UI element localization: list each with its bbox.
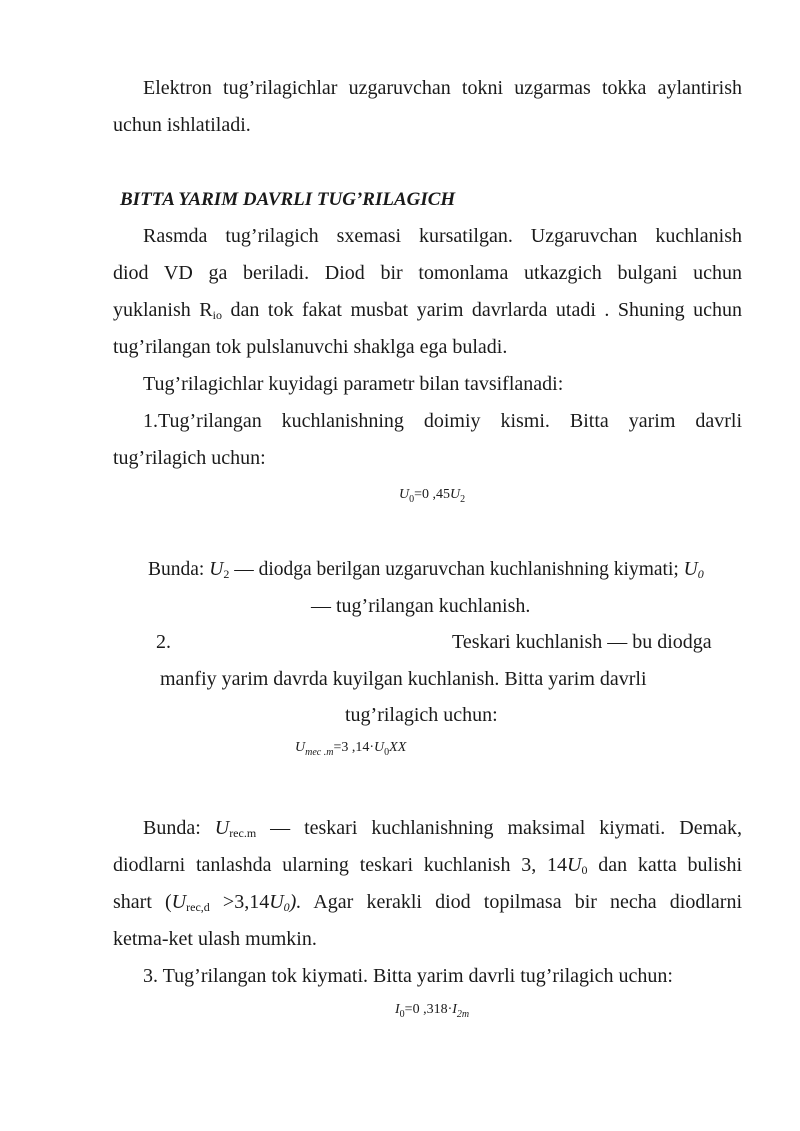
note1-line-2: — tug’rilangan kuchlanish. [311, 595, 531, 617]
item1-line-1: 1.Tug’rilangan kuchlanishning doimiy kismi. Bitta yarim davrli [143, 410, 742, 432]
note2-line-2: diodlarni tanlashda ularning teskari kuchlanish 3, $14U_0$ dan katta bulishi [113, 854, 742, 877]
item2-line-2: manfiy yarim davrda kuyilgan kuchlanish. Bitta yarim davrli [160, 668, 647, 690]
intro-line-2: uchun ishlatiladi. [113, 114, 251, 136]
item1-line-2: tug’rilagich uchun: [113, 447, 266, 469]
formula-u0: $U_0=0$ $,45U_2$ [399, 487, 466, 505]
item3-line-1: 3. Tug’rilangan tok kiymati. Bitta yarim davrli tug’rilagich uchun: [143, 965, 673, 987]
intro-line-1: Elektron tug’rilagichlar uzgaruvchan tokni uzgarmas tokka aylantirish [143, 77, 742, 99]
formula-i0: $I_0=0$ $,318\cdot I_{2m}$ [395, 1002, 470, 1020]
para2-line: Tug’rilagichlar kuyidagi parametr bilan tavsiflanadi: [143, 373, 564, 395]
note2-line-3: shart $(U_{rec,d} >3,14U_0)$. Agar kerakli diod topilmasa bir necha diodlarni [113, 891, 743, 914]
formula-urev: $U_{mec .m}=3$ $,14\cdot U_0XX$ [295, 740, 407, 758]
item2-number: 2. [156, 631, 171, 653]
para1-line-3: yuklanish $R_{io}$ dan tok fakat musbat yarim davrlarda utadi . Shuning uchun [113, 299, 742, 322]
item2-line-3: tug’rilagich uchun: [345, 704, 498, 726]
note2-line-4: ketma-ket ulash mumkin. [113, 928, 317, 950]
section-title: BITTA YARIM DAVRLI TUG’RILAGICH [120, 189, 456, 210]
para1-line-1: Rasmda tug’rilagich sxemasi kursatilgan. Uzgaruvchan kuchlanish [143, 225, 742, 247]
note1-line-1: Bunda: $U_2$ — diodga berilgan uzgaruvchan kuchlanishning kiymati; $U_0$ [148, 559, 704, 581]
item2-line-1: Teskari kuchlanish — bu diodga [452, 631, 712, 653]
para1-line-2: diod VD ga beriladi. Diod bir tomonlama utkazgich bulgani uchun [113, 262, 742, 284]
para1-line-4: tug’rilangan tok pulslanuvchi shaklga ega buladi. [113, 336, 508, 358]
note2-line-1: Bunda: $U_{rec.m}$ — teskari kuchlanishning maksimal kiymati. Demak, [143, 817, 743, 840]
